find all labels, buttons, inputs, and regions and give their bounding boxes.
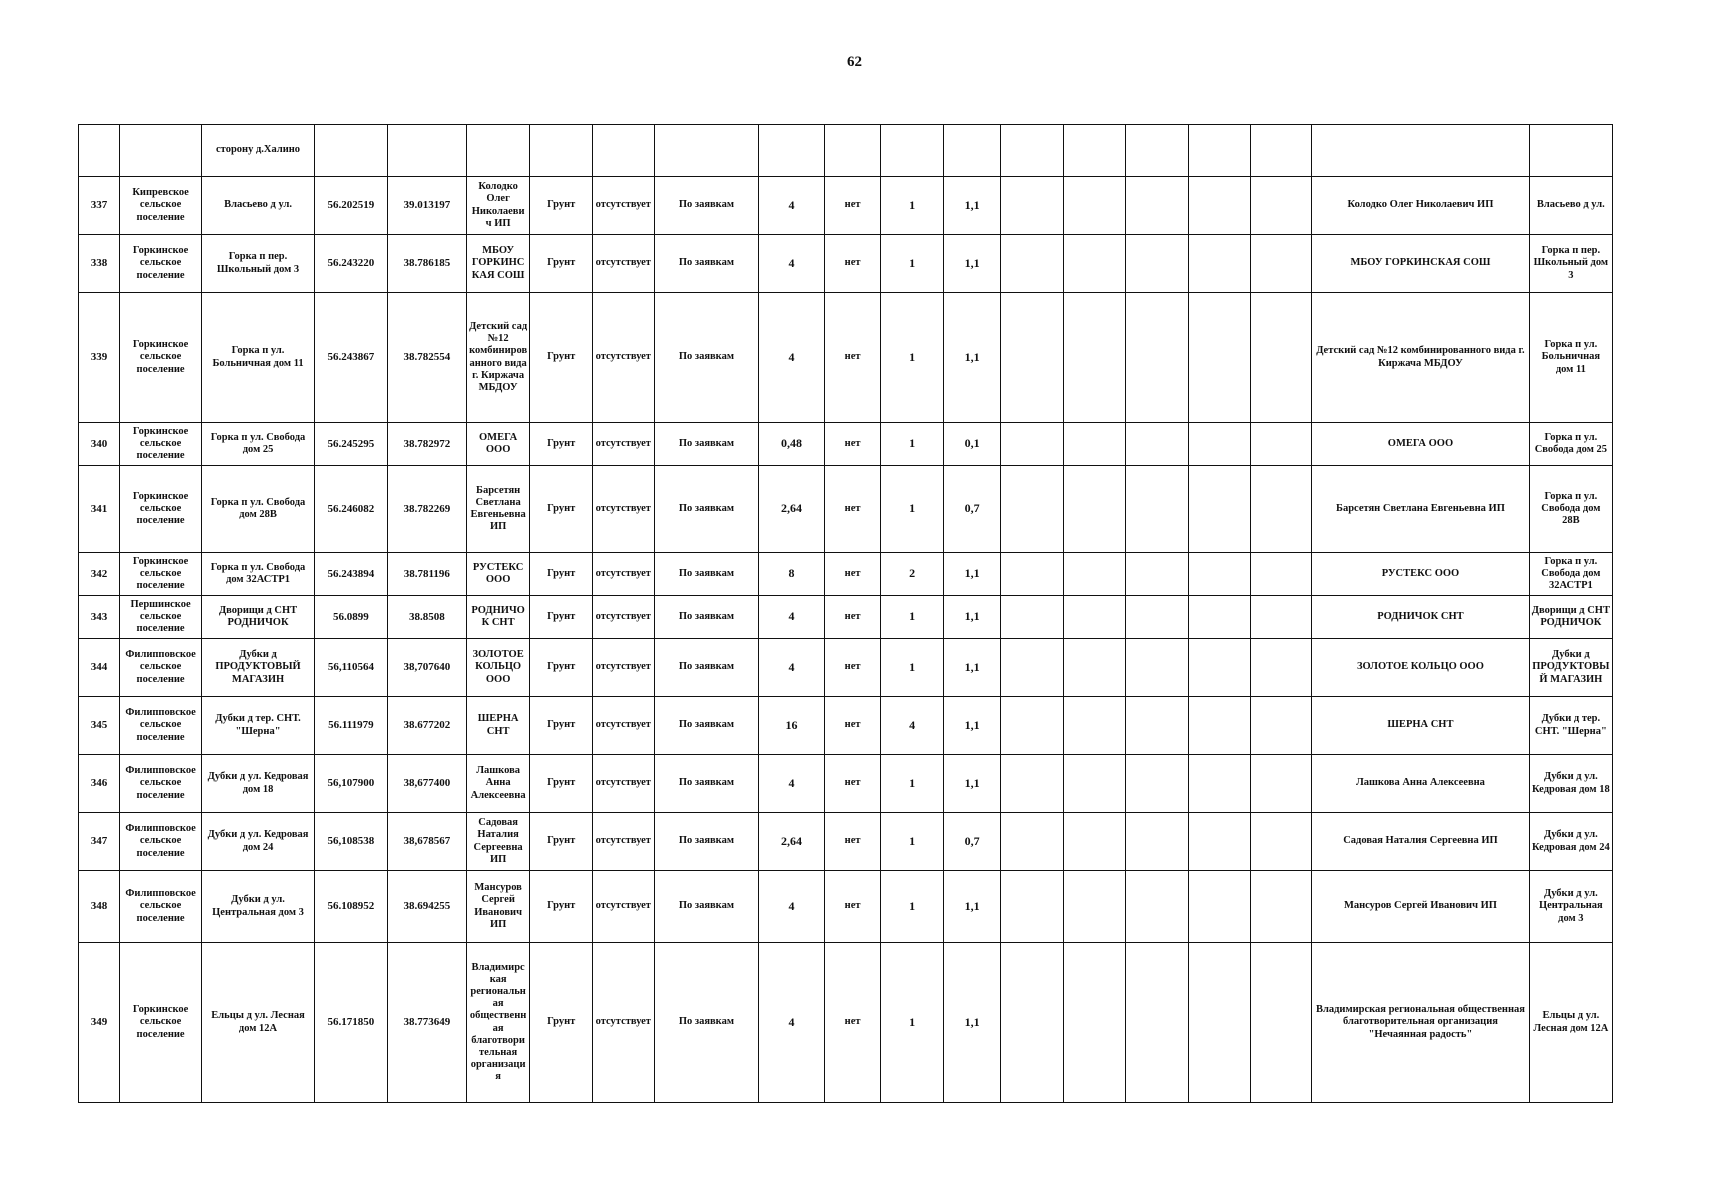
table-row xyxy=(79,596,1613,639)
cell-area: 4 xyxy=(759,639,825,697)
cell-address: Горка п пер. Школьный дом 3 xyxy=(202,235,315,293)
cell-empty xyxy=(1189,813,1251,871)
cell-empty xyxy=(1126,293,1189,423)
cell-area: 8 xyxy=(759,553,825,596)
cell-fence: отсутствует xyxy=(593,871,655,943)
cell-empty xyxy=(1063,177,1126,235)
cell-num: 346 xyxy=(79,755,120,813)
cell-volume: 1,1 xyxy=(943,697,1000,755)
cell-surface: Грунт xyxy=(530,596,593,639)
cell-empty xyxy=(1189,596,1251,639)
cell-schedule: По заявкам xyxy=(654,943,759,1103)
cell-lon: 38,707640 xyxy=(387,639,466,697)
cell-lat: 56,107900 xyxy=(314,755,387,813)
cell-address: Дубки д ул. Кедровая дом 18 xyxy=(202,755,315,813)
cell-settlement: Кипревское сельское поселение xyxy=(120,177,202,235)
cell-empty xyxy=(1126,125,1189,177)
cell-empty xyxy=(881,125,944,177)
cell-empty xyxy=(1529,125,1612,177)
cell-lon: 38.782972 xyxy=(387,423,466,466)
cell-lat: 56.108952 xyxy=(314,871,387,943)
cell-address: Дубки д тер. СНТ. "Шерна" xyxy=(202,697,315,755)
cell-owner-name: ШЕРНА СНТ xyxy=(1312,697,1530,755)
cell-settlement: Горкинское сельское поселение xyxy=(120,235,202,293)
cell-fence: отсутствует xyxy=(593,943,655,1103)
cell-empty xyxy=(1063,293,1126,423)
cell-area: 4 xyxy=(759,293,825,423)
cell-empty xyxy=(593,125,655,177)
cell-count: 1 xyxy=(881,177,944,235)
cell-source-owner: ЗОЛОТОЕ КОЛЬЦО ООО xyxy=(466,639,530,697)
cell-owner-address: Дубки д ул. Центральная дом 3 xyxy=(1529,871,1612,943)
cell-num: 342 xyxy=(79,553,120,596)
cell-covered: нет xyxy=(824,466,880,553)
cell-empty xyxy=(1189,177,1251,235)
cell-settlement: Горкинское сельское поселение xyxy=(120,423,202,466)
cell-empty xyxy=(1001,466,1064,553)
cell-schedule: По заявкам xyxy=(654,639,759,697)
cell-volume: 1,1 xyxy=(943,596,1000,639)
cell-lon: 38.677202 xyxy=(387,697,466,755)
cell-count: 4 xyxy=(881,697,944,755)
cell-empty xyxy=(1126,813,1189,871)
cell-empty xyxy=(1001,177,1064,235)
cell-surface: Грунт xyxy=(530,293,593,423)
cell-empty xyxy=(1189,697,1251,755)
cell-lon: 38.8508 xyxy=(387,596,466,639)
cell-volume: 0,1 xyxy=(943,423,1000,466)
table-row xyxy=(79,177,1613,235)
cell-area: 4 xyxy=(759,596,825,639)
cell-empty xyxy=(1189,293,1251,423)
cell-fence: отсутствует xyxy=(593,553,655,596)
cell-empty xyxy=(1001,755,1064,813)
cell-surface: Грунт xyxy=(530,755,593,813)
cell-owner-address: Власьево д ул. xyxy=(1529,177,1612,235)
cell-settlement: Горкинское сельское поселение xyxy=(120,293,202,423)
cell-lat: 56.245295 xyxy=(314,423,387,466)
cell-count: 1 xyxy=(881,423,944,466)
table-row xyxy=(79,755,1613,813)
cell-address: Горка п ул. Свобода дом 32АСТР1 xyxy=(202,553,315,596)
cell-empty xyxy=(1001,125,1064,177)
cell-empty xyxy=(1189,639,1251,697)
cell-lon: 38.694255 xyxy=(387,871,466,943)
cell-fence: отсутствует xyxy=(593,466,655,553)
cell-empty xyxy=(1126,755,1189,813)
table-row xyxy=(79,871,1613,943)
cell-surface: Грунт xyxy=(530,466,593,553)
cell-empty xyxy=(1126,943,1189,1103)
cell-schedule: По заявкам xyxy=(654,755,759,813)
table-row xyxy=(79,423,1613,466)
cell-schedule: По заявкам xyxy=(654,177,759,235)
cell-num: 344 xyxy=(79,639,120,697)
cell-address: Дубки д ПРОДУКТОВЫЙ МАГАЗИН xyxy=(202,639,315,697)
cell-lat: 56.202519 xyxy=(314,177,387,235)
cell-address: Горка п ул. Свобода дом 25 xyxy=(202,423,315,466)
cell-owner-name: МБОУ ГОРКИНСКАЯ СОШ xyxy=(1312,235,1530,293)
cell-volume: 0,7 xyxy=(943,813,1000,871)
cell-empty xyxy=(1250,813,1312,871)
cell-settlement: Филипповское сельское поселение xyxy=(120,871,202,943)
cell-schedule: По заявкам xyxy=(654,466,759,553)
cell-source-owner: Барсетян Светлана Евгеньевна ИП xyxy=(466,466,530,553)
cell-empty xyxy=(1250,871,1312,943)
cell-lon: 39.013197 xyxy=(387,177,466,235)
cell-source-owner: РОДНИЧОК СНТ xyxy=(466,596,530,639)
cell-empty xyxy=(1189,125,1251,177)
cell-settlement: Филипповское сельское поселение xyxy=(120,755,202,813)
cell-covered: нет xyxy=(824,596,880,639)
table-row xyxy=(79,235,1613,293)
cell-volume: 1,1 xyxy=(943,293,1000,423)
cell-empty xyxy=(1126,596,1189,639)
cell-empty xyxy=(1250,697,1312,755)
registry-body xyxy=(79,125,1613,1103)
cell-num: 348 xyxy=(79,871,120,943)
cell-empty xyxy=(1250,943,1312,1103)
cell-schedule: По заявкам xyxy=(654,553,759,596)
cell-volume: 1,1 xyxy=(943,177,1000,235)
cell-source-owner: ШЕРНА СНТ xyxy=(466,697,530,755)
cell-fence: отсутствует xyxy=(593,639,655,697)
cell-owner-address: Дубки д ул. Кедровая дом 18 xyxy=(1529,755,1612,813)
cell-num: 340 xyxy=(79,423,120,466)
cell-empty xyxy=(1250,755,1312,813)
cell-empty xyxy=(466,125,530,177)
cell-owner-name: Садовая Наталия Сергеевна ИП xyxy=(1312,813,1530,871)
table-row xyxy=(79,293,1613,423)
cell-num: 341 xyxy=(79,466,120,553)
cell-area: 4 xyxy=(759,177,825,235)
cell-num: 343 xyxy=(79,596,120,639)
cell-source-owner: Владимирская региональная общественная благотворительная организация xyxy=(466,943,530,1103)
cell-source-owner: Колодко Олег Николаевич ИП xyxy=(466,177,530,235)
cell-empty xyxy=(530,125,593,177)
cell-empty xyxy=(1001,943,1064,1103)
cell-area: 2,64 xyxy=(759,813,825,871)
cell-empty xyxy=(1250,596,1312,639)
cell-empty xyxy=(759,125,825,177)
cell-lon: 38,678567 xyxy=(387,813,466,871)
cell-source-owner: Мансуров Сергей Иванович ИП xyxy=(466,871,530,943)
cell-count: 1 xyxy=(881,755,944,813)
cell-empty xyxy=(1126,871,1189,943)
cell-empty xyxy=(1250,177,1312,235)
cell-address: сторону д.Халино xyxy=(202,125,315,177)
cell-volume: 0,7 xyxy=(943,466,1000,553)
cell-owner-name: РОДНИЧОК СНТ xyxy=(1312,596,1530,639)
cell-volume: 1,1 xyxy=(943,871,1000,943)
cell-lat: 56.171850 xyxy=(314,943,387,1103)
cell-volume: 1,1 xyxy=(943,639,1000,697)
table-row xyxy=(79,639,1613,697)
cell-source-owner: Садовая Наталия Сергеевна ИП xyxy=(466,813,530,871)
cell-empty xyxy=(1063,553,1126,596)
cell-owner-address: Дубки д ул. Кедровая дом 24 xyxy=(1529,813,1612,871)
cell-schedule: По заявкам xyxy=(654,697,759,755)
cell-fence: отсутствует xyxy=(593,697,655,755)
cell-empty xyxy=(1126,235,1189,293)
cell-empty xyxy=(1250,553,1312,596)
cell-surface: Грунт xyxy=(530,639,593,697)
cell-empty xyxy=(1063,596,1126,639)
cell-owner-name: Барсетян Светлана Евгеньевна ИП xyxy=(1312,466,1530,553)
cell-schedule: По заявкам xyxy=(654,235,759,293)
cell-lat: 56.243867 xyxy=(314,293,387,423)
cell-volume: 1,1 xyxy=(943,943,1000,1103)
cell-empty xyxy=(1189,235,1251,293)
cell-settlement: Першинское сельское поселение xyxy=(120,596,202,639)
cell-covered: нет xyxy=(824,813,880,871)
cell-covered: нет xyxy=(824,755,880,813)
cell-schedule: По заявкам xyxy=(654,871,759,943)
cell-empty xyxy=(1001,596,1064,639)
cell-fence: отсутствует xyxy=(593,235,655,293)
registry-table xyxy=(78,124,1613,1103)
cell-surface: Грунт xyxy=(530,813,593,871)
cell-fence: отсутствует xyxy=(593,423,655,466)
cell-address: Горка п ул. Свобода дом 28В xyxy=(202,466,315,553)
cell-surface: Грунт xyxy=(530,871,593,943)
cell-count: 1 xyxy=(881,235,944,293)
cell-owner-address: Горка п ул. Свобода дом 32АСТР1 xyxy=(1529,553,1612,596)
cell-empty xyxy=(1063,943,1126,1103)
cell-num xyxy=(79,125,120,177)
cell-area: 4 xyxy=(759,943,825,1103)
cell-owner-name: Детский сад №12 комбинированного вида г. Киржача МБДОУ xyxy=(1312,293,1530,423)
table-row xyxy=(79,813,1613,871)
cell-area: 0,48 xyxy=(759,423,825,466)
cell-lat: 56.243220 xyxy=(314,235,387,293)
cell-empty xyxy=(1126,697,1189,755)
cell-owner-name: ЗОЛОТОЕ КОЛЬЦО ООО xyxy=(1312,639,1530,697)
continuation-row xyxy=(79,125,1613,177)
cell-surface: Грунт xyxy=(530,553,593,596)
cell-source-owner: МБОУ ГОРКИНСКАЯ СОШ xyxy=(466,235,530,293)
cell-empty xyxy=(1189,871,1251,943)
cell-count: 1 xyxy=(881,943,944,1103)
cell-empty xyxy=(1126,639,1189,697)
cell-empty xyxy=(1063,125,1126,177)
cell-covered: нет xyxy=(824,639,880,697)
cell-owner-address: Ельцы д ул. Лесная дом 12А xyxy=(1529,943,1612,1103)
cell-settlement: Горкинское сельское поселение xyxy=(120,466,202,553)
cell-empty xyxy=(654,125,759,177)
cell-lon: 38.781196 xyxy=(387,553,466,596)
cell-empty xyxy=(824,125,880,177)
cell-num: 338 xyxy=(79,235,120,293)
cell-source-owner: ОМЕГА ООО xyxy=(466,423,530,466)
cell-source-owner: Лашкова Анна Алексеевна xyxy=(466,755,530,813)
cell-address: Горка п ул. Больничная дом 11 xyxy=(202,293,315,423)
cell-schedule: По заявкам xyxy=(654,423,759,466)
table-row xyxy=(79,943,1613,1103)
cell-covered: нет xyxy=(824,293,880,423)
cell-fence: отсутствует xyxy=(593,596,655,639)
cell-count: 1 xyxy=(881,813,944,871)
cell-volume: 1,1 xyxy=(943,553,1000,596)
cell-empty xyxy=(1063,871,1126,943)
cell-covered: нет xyxy=(824,943,880,1103)
cell-empty xyxy=(1063,639,1126,697)
cell-lon: 38.773649 xyxy=(387,943,466,1103)
cell-num: 349 xyxy=(79,943,120,1103)
cell-area: 4 xyxy=(759,755,825,813)
cell-owner-name: РУСТЕКС ООО xyxy=(1312,553,1530,596)
cell-empty xyxy=(1001,813,1064,871)
cell-empty xyxy=(1001,871,1064,943)
cell-empty xyxy=(1189,423,1251,466)
cell-lat: 56.246082 xyxy=(314,466,387,553)
cell-empty xyxy=(1250,235,1312,293)
cell-owner-address: Горка п ул. Больничная дом 11 xyxy=(1529,293,1612,423)
cell-empty xyxy=(1001,293,1064,423)
cell-covered: нет xyxy=(824,553,880,596)
cell-lat: 56.0899 xyxy=(314,596,387,639)
cell-num: 347 xyxy=(79,813,120,871)
cell-empty xyxy=(1126,177,1189,235)
cell-empty xyxy=(1250,466,1312,553)
cell-surface: Грунт xyxy=(530,423,593,466)
cell-surface: Грунт xyxy=(530,235,593,293)
cell-empty xyxy=(1001,553,1064,596)
cell-volume: 1,1 xyxy=(943,755,1000,813)
cell-owner-name: Мансуров Сергей Иванович ИП xyxy=(1312,871,1530,943)
table-row xyxy=(79,697,1613,755)
cell-schedule: По заявкам xyxy=(654,596,759,639)
cell-settlement: Филипповское сельское поселение xyxy=(120,639,202,697)
cell-owner-address: Горка п пер. Школьный дом 3 xyxy=(1529,235,1612,293)
cell-address: Дубки д ул. Центральная дом 3 xyxy=(202,871,315,943)
cell-lat: 56,108538 xyxy=(314,813,387,871)
table-row xyxy=(79,466,1613,553)
cell-lon: 38.782554 xyxy=(387,293,466,423)
cell-empty xyxy=(1189,755,1251,813)
cell-count: 2 xyxy=(881,553,944,596)
cell-covered: нет xyxy=(824,235,880,293)
cell-empty xyxy=(1250,423,1312,466)
cell-owner-address: Дубки д ПРОДУКТОВЫЙ МАГАЗИН xyxy=(1529,639,1612,697)
cell-empty xyxy=(1001,423,1064,466)
cell-fence: отсутствует xyxy=(593,813,655,871)
cell-volume: 1,1 xyxy=(943,235,1000,293)
cell-empty xyxy=(1189,466,1251,553)
cell-count: 1 xyxy=(881,639,944,697)
cell-owner-name: Владимирская региональная общественная благотворительная организация "Нечаянная радость" xyxy=(1312,943,1530,1103)
cell-empty xyxy=(1126,466,1189,553)
cell-empty xyxy=(387,125,466,177)
cell-covered: нет xyxy=(824,697,880,755)
cell-settlement xyxy=(120,125,202,177)
cell-lon: 38.782269 xyxy=(387,466,466,553)
cell-empty xyxy=(1250,125,1312,177)
cell-empty xyxy=(1063,423,1126,466)
cell-count: 1 xyxy=(881,596,944,639)
cell-owner-address: Дубки д тер. СНТ. "Шерна" xyxy=(1529,697,1612,755)
cell-owner-name: ОМЕГА ООО xyxy=(1312,423,1530,466)
cell-lat: 56.243894 xyxy=(314,553,387,596)
page-number: 62 xyxy=(847,54,862,70)
cell-num: 339 xyxy=(79,293,120,423)
cell-empty xyxy=(1126,423,1189,466)
cell-empty xyxy=(1063,755,1126,813)
cell-source-owner: РУСТЕКС ООО xyxy=(466,553,530,596)
cell-fence: отсутствует xyxy=(593,755,655,813)
cell-lon: 38,677400 xyxy=(387,755,466,813)
cell-address: Дубки д ул. Кедровая дом 24 xyxy=(202,813,315,871)
cell-empty xyxy=(1126,553,1189,596)
cell-covered: нет xyxy=(824,177,880,235)
cell-schedule: По заявкам xyxy=(654,813,759,871)
cell-count: 1 xyxy=(881,871,944,943)
cell-settlement: Горкинское сельское поселение xyxy=(120,943,202,1103)
cell-empty xyxy=(1250,293,1312,423)
cell-empty xyxy=(943,125,1000,177)
cell-count: 1 xyxy=(881,293,944,423)
cell-count: 1 xyxy=(881,466,944,553)
cell-covered: нет xyxy=(824,871,880,943)
cell-empty xyxy=(1063,697,1126,755)
cell-owner-address: Горка п ул. Свобода дом 28В xyxy=(1529,466,1612,553)
cell-surface: Грунт xyxy=(530,943,593,1103)
cell-settlement: Филипповское сельское поселение xyxy=(120,813,202,871)
cell-empty xyxy=(1312,125,1530,177)
cell-address: Ельцы д ул. Лесная дом 12А xyxy=(202,943,315,1103)
cell-empty xyxy=(1250,639,1312,697)
cell-area: 2,64 xyxy=(759,466,825,553)
cell-settlement: Горкинское сельское поселение xyxy=(120,553,202,596)
cell-lat: 56.111979 xyxy=(314,697,387,755)
cell-owner-name: Лашкова Анна Алексеевна xyxy=(1312,755,1530,813)
cell-num: 345 xyxy=(79,697,120,755)
cell-empty xyxy=(1001,697,1064,755)
cell-area: 4 xyxy=(759,871,825,943)
cell-address: Дворищи д СНТ РОДНИЧОК xyxy=(202,596,315,639)
cell-empty xyxy=(1063,235,1126,293)
cell-address: Власьево д ул. xyxy=(202,177,315,235)
cell-lon: 38.786185 xyxy=(387,235,466,293)
cell-surface: Грунт xyxy=(530,177,593,235)
cell-surface: Грунт xyxy=(530,697,593,755)
cell-fence: отсутствует xyxy=(593,177,655,235)
cell-owner-name: Колодко Олег Николаевич ИП xyxy=(1312,177,1530,235)
cell-empty xyxy=(314,125,387,177)
cell-owner-address: Горка п ул. Свобода дом 25 xyxy=(1529,423,1612,466)
cell-empty xyxy=(1189,553,1251,596)
cell-empty xyxy=(1001,639,1064,697)
cell-owner-address: Дворищи д СНТ РОДНИЧОК xyxy=(1529,596,1612,639)
cell-empty xyxy=(1189,943,1251,1103)
cell-area: 16 xyxy=(759,697,825,755)
cell-source-owner: Детский сад №12 комбинированного вида г. Киржача МБДОУ xyxy=(466,293,530,423)
cell-empty xyxy=(1063,466,1126,553)
cell-num: 337 xyxy=(79,177,120,235)
cell-empty xyxy=(1001,235,1064,293)
cell-settlement: Филипповское сельское поселение xyxy=(120,697,202,755)
cell-fence: отсутствует xyxy=(593,293,655,423)
cell-covered: нет xyxy=(824,423,880,466)
cell-area: 4 xyxy=(759,235,825,293)
cell-lat: 56,110564 xyxy=(314,639,387,697)
cell-empty xyxy=(1063,813,1126,871)
table-row xyxy=(79,553,1613,596)
cell-schedule: По заявкам xyxy=(654,293,759,423)
